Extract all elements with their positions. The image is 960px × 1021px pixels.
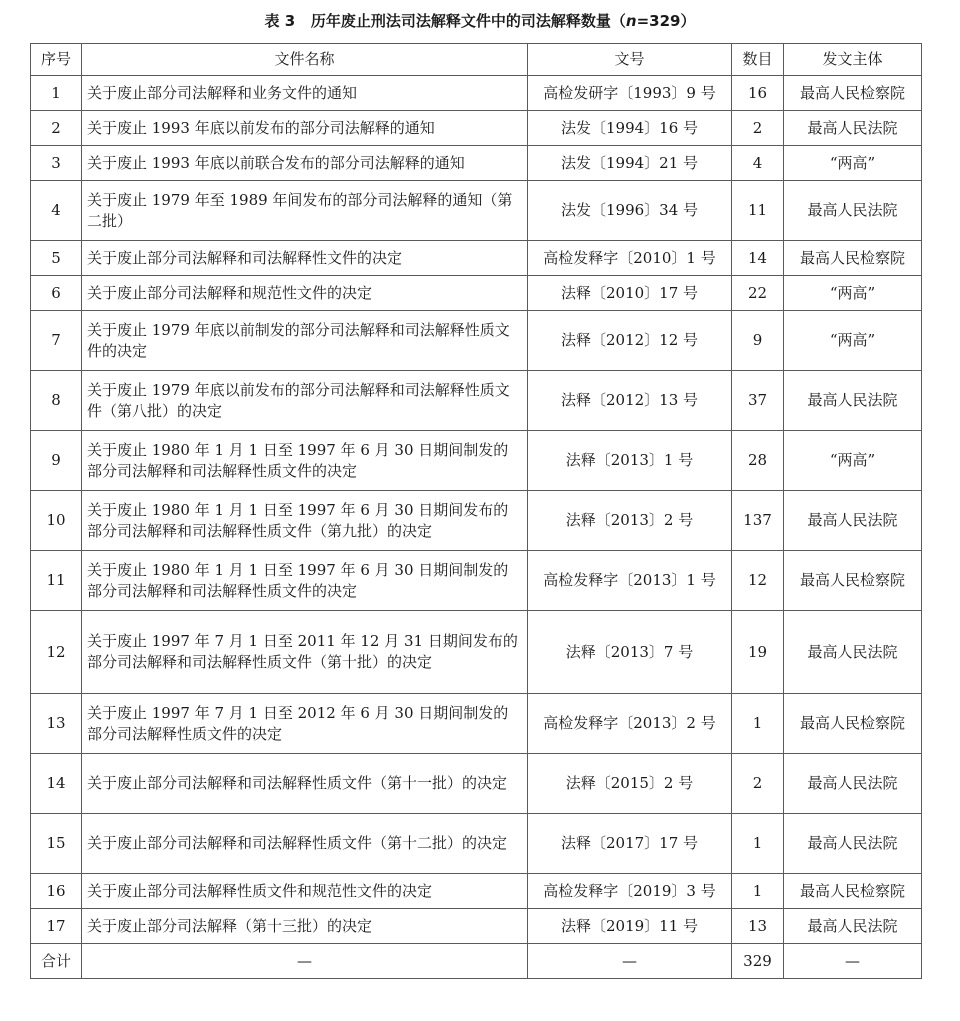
column-header-name: 文件名称 (82, 44, 528, 76)
cell-issuer: 最高人民检察院 (784, 694, 922, 754)
cell-name: 关于废止部分司法解释和司法解释性质文件（第十一批）的决定 (82, 754, 528, 814)
table-row (31, 241, 922, 276)
cell-issuer: 最高人民法院 (784, 111, 922, 146)
cell-name: 关于废止部分司法解释和规范性文件的决定 (82, 276, 528, 311)
cell-issuer: “两高” (784, 146, 922, 181)
cell-count: 2 (732, 111, 784, 146)
column-header-doc-no: 文号 (528, 44, 732, 76)
cell-count: 1 (732, 694, 784, 754)
caption-title: 历年废止刑法司法解释文件中的司法解释数量（ (310, 12, 626, 30)
cell-index: 16 (31, 874, 82, 909)
total-row (31, 944, 922, 979)
cell-index: 12 (31, 611, 82, 694)
column-header-count: 数目 (732, 44, 784, 76)
cell-name: 关于废止 1980 年 1 月 1 日至 1997 年 6 月 30 日期间制发的部分司法解释和司法解释性质文件的决定 (82, 431, 528, 491)
cell-count: 12 (732, 551, 784, 611)
cell-issuer: 最高人民检察院 (784, 241, 922, 276)
cell-name: 关于废止 1979 年底以前发布的部分司法解释和司法解释性质文件（第八批）的决定 (82, 371, 528, 431)
cell-count: 11 (732, 181, 784, 241)
cell-doc-no: 法发〔1994〕16 号 (528, 111, 732, 146)
table-row (31, 909, 922, 944)
cell-issuer: 最高人民法院 (784, 371, 922, 431)
cell-issuer: 最高人民法院 (784, 611, 922, 694)
column-header-issuer: 发文主体 (784, 44, 922, 76)
cell-index: 8 (31, 371, 82, 431)
table-row (31, 611, 922, 694)
cell-issuer: 最高人民法院 (784, 754, 922, 814)
table-row (31, 814, 922, 874)
cell-count: 1 (732, 874, 784, 909)
cell-doc-no: 法释〔2010〕17 号 (528, 276, 732, 311)
cell-doc-no: 高检发释字〔2010〕1 号 (528, 241, 732, 276)
cell-name: 关于废止 1997 年 7 月 1 日至 2012 年 6 月 30 日期间制发的部分司法解释性质文件的决定 (82, 694, 528, 754)
cell-doc-no: 法释〔2012〕13 号 (528, 371, 732, 431)
cell-doc-no: 法释〔2013〕1 号 (528, 431, 732, 491)
total-name-dash: — (82, 944, 528, 979)
cell-name: 关于废止部分司法解释性质文件和规范性文件的决定 (82, 874, 528, 909)
table-header-row (31, 44, 922, 76)
table-row (31, 694, 922, 754)
cell-issuer: 最高人民检察院 (784, 76, 922, 111)
total-issuer-dash: — (784, 944, 922, 979)
cell-name: 关于废止 1980 年 1 月 1 日至 1997 年 6 月 30 日期间发布的部分司法解释和司法解释性质文件（第九批）的决定 (82, 491, 528, 551)
cell-doc-no: 高检发释字〔2013〕1 号 (528, 551, 732, 611)
cell-name: 关于废止 1980 年 1 月 1 日至 1997 年 6 月 30 日期间制发的部分司法解释和司法解释性质文件的决定 (82, 551, 528, 611)
cell-index: 14 (31, 754, 82, 814)
table-row (31, 76, 922, 111)
cell-index: 1 (31, 76, 82, 111)
cell-name: 关于废止 1997 年 7 月 1 日至 2011 年 12 月 31 日期间发布的部分司法解释和司法解释性质文件（第十批）的决定 (82, 611, 528, 694)
table-row (31, 111, 922, 146)
cell-index: 11 (31, 551, 82, 611)
cell-doc-no: 高检发释字〔2013〕2 号 (528, 694, 732, 754)
cell-index: 13 (31, 694, 82, 754)
cell-issuer: “两高” (784, 311, 922, 371)
cell-count: 14 (732, 241, 784, 276)
cell-doc-no: 法释〔2017〕17 号 (528, 814, 732, 874)
caption-n-value: =329） (636, 12, 696, 30)
table-row (31, 431, 922, 491)
cell-name: 关于废止 1993 年底以前联合发布的部分司法解释的通知 (82, 146, 528, 181)
cell-issuer: 最高人民法院 (784, 909, 922, 944)
abolished-interpretations-table (30, 43, 922, 979)
cell-index: 10 (31, 491, 82, 551)
cell-index: 6 (31, 276, 82, 311)
cell-index: 17 (31, 909, 82, 944)
cell-count: 4 (732, 146, 784, 181)
cell-issuer: 最高人民法院 (784, 491, 922, 551)
cell-index: 3 (31, 146, 82, 181)
cell-name: 关于废止部分司法解释和业务文件的通知 (82, 76, 528, 111)
table-row (31, 311, 922, 371)
cell-count: 28 (732, 431, 784, 491)
cell-doc-no: 高检发释字〔2019〕3 号 (528, 874, 732, 909)
cell-count: 19 (732, 611, 784, 694)
table-row (31, 754, 922, 814)
cell-name: 关于废止部分司法解释（第十三批）的决定 (82, 909, 528, 944)
cell-doc-no: 法释〔2013〕2 号 (528, 491, 732, 551)
table-row (31, 874, 922, 909)
cell-issuer: 最高人民检察院 (784, 874, 922, 909)
cell-index: 7 (31, 311, 82, 371)
cell-name: 关于废止部分司法解释和司法解释性文件的决定 (82, 241, 528, 276)
cell-issuer: 最高人民法院 (784, 814, 922, 874)
cell-name: 关于废止 1979 年至 1989 年间发布的部分司法解释的通知（第二批） (82, 181, 528, 241)
total-label: 合计 (31, 944, 82, 979)
cell-index: 4 (31, 181, 82, 241)
table-row (31, 146, 922, 181)
caption-label: 表 3 (264, 12, 296, 30)
cell-doc-no: 高检发研字〔1993〕9 号 (528, 76, 732, 111)
cell-count: 9 (732, 311, 784, 371)
column-header-index: 序号 (31, 44, 82, 76)
table-row (31, 491, 922, 551)
cell-name: 关于废止部分司法解释和司法解释性质文件（第十二批）的决定 (82, 814, 528, 874)
table-caption (0, 11, 960, 31)
cell-issuer: 最高人民检察院 (784, 551, 922, 611)
cell-index: 2 (31, 111, 82, 146)
cell-count: 16 (732, 76, 784, 111)
cell-count: 22 (732, 276, 784, 311)
table-row (31, 551, 922, 611)
table-row (31, 276, 922, 311)
cell-issuer: 最高人民法院 (784, 181, 922, 241)
cell-name: 关于废止 1979 年底以前制发的部分司法解释和司法解释性质文件的决定 (82, 311, 528, 371)
cell-doc-no: 法发〔1994〕21 号 (528, 146, 732, 181)
caption-n-symbol: n (625, 12, 637, 30)
cell-count: 37 (732, 371, 784, 431)
cell-count: 13 (732, 909, 784, 944)
total-count: 329 (732, 944, 784, 979)
table-row (31, 371, 922, 431)
cell-issuer: “两高” (784, 431, 922, 491)
cell-doc-no: 法释〔2015〕2 号 (528, 754, 732, 814)
cell-doc-no: 法释〔2012〕12 号 (528, 311, 732, 371)
cell-index: 9 (31, 431, 82, 491)
cell-count: 137 (732, 491, 784, 551)
cell-count: 2 (732, 754, 784, 814)
cell-issuer: “两高” (784, 276, 922, 311)
cell-index: 15 (31, 814, 82, 874)
cell-index: 5 (31, 241, 82, 276)
table-row (31, 181, 922, 241)
total-doc-no-dash: — (528, 944, 732, 979)
cell-doc-no: 法释〔2019〕11 号 (528, 909, 732, 944)
cell-doc-no: 法发〔1996〕34 号 (528, 181, 732, 241)
cell-count: 1 (732, 814, 784, 874)
cell-name: 关于废止 1993 年底以前发布的部分司法解释的通知 (82, 111, 528, 146)
cell-doc-no: 法释〔2013〕7 号 (528, 611, 732, 694)
